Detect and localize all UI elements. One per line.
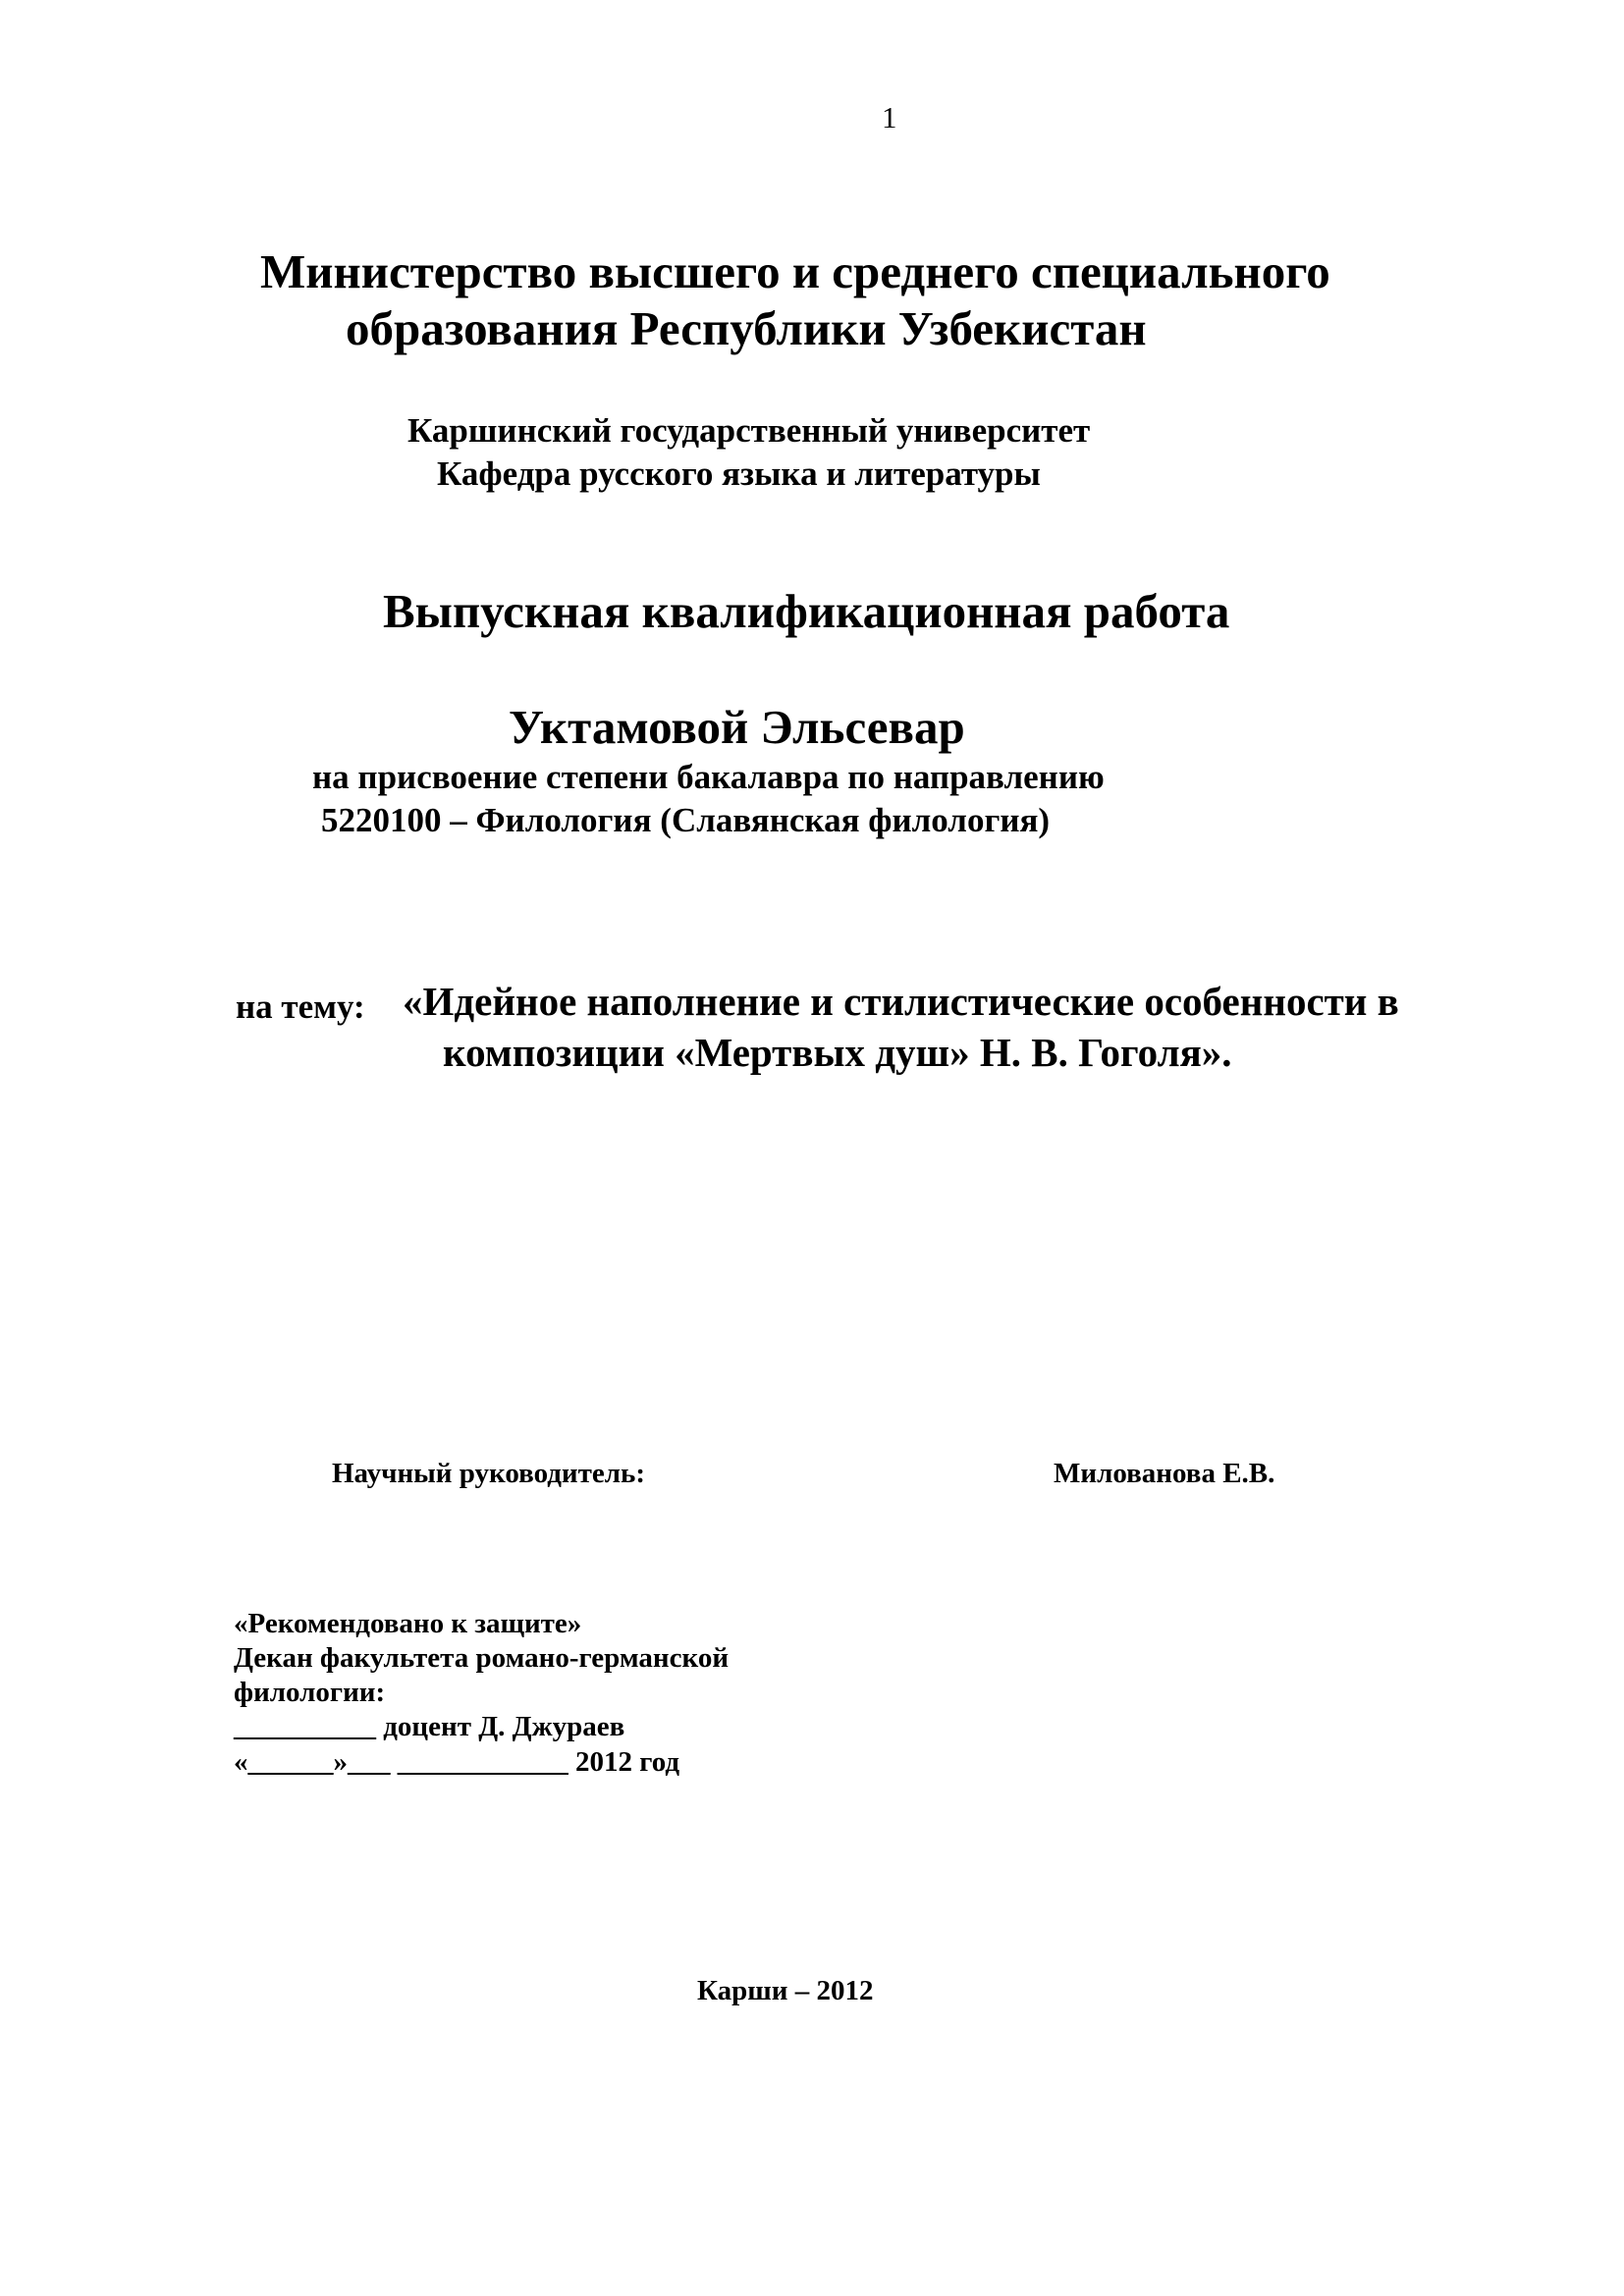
ministry-line-2: образования Республики Узбекистан <box>346 301 1147 355</box>
city-year: Карши – 2012 <box>697 1975 874 2006</box>
work-title: Выпускная квалификационная работа <box>383 584 1230 638</box>
page-number: 1 <box>882 100 897 134</box>
supervisor-label: Научный руководитель: <box>332 1458 645 1489</box>
topic-line-1: «Идейное наполнение и стилистические особенности в <box>403 979 1399 1024</box>
topic-line-2: композиции «Мертвых душ» Н. В. Гоголя». <box>443 1030 1232 1075</box>
degree-line-1: на присвоение степени бакалавра по направлению <box>312 758 1105 796</box>
degree-line-2: 5220100 – Филология (Славянская филология) <box>321 801 1051 839</box>
topic-label: на тему: <box>236 988 365 1026</box>
department-name: Кафедра русского языка и литературы <box>437 454 1041 493</box>
approval-line-5: «______»___ ____________ 2012 год <box>234 1746 680 1778</box>
approval-line-4: __________ доцент Д. Джураев <box>234 1711 625 1742</box>
approval-line-1: «Рекомендовано к защите» <box>234 1608 582 1639</box>
university-name: Каршинский государственный университет <box>407 411 1091 450</box>
author-name: Уктамовой Эльсевар <box>509 700 965 754</box>
approval-line-3: филологии: <box>234 1677 386 1708</box>
ministry-line-1: Министерство высшего и среднего специального <box>260 244 1330 298</box>
supervisor-name: Милованова Е.В. <box>1054 1458 1275 1489</box>
approval-line-2: Декан факультета романо-германской <box>234 1642 730 1674</box>
